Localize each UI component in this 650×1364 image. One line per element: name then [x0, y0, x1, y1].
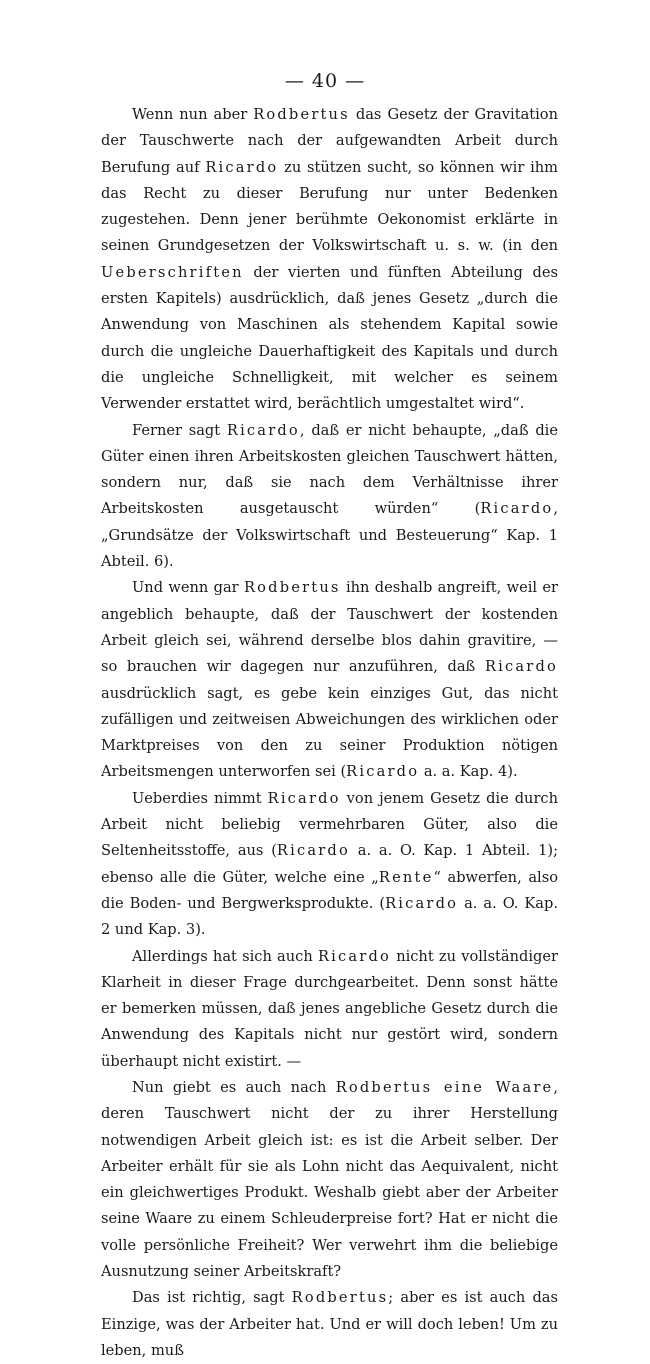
text-run: ; aber es ist auch das Einzige, was der Arbeiter hat. Und er will doch leben! Um zu leben, muß	[101, 1289, 559, 1359]
text-run: Wenn nun aber	[132, 106, 254, 123]
paragraph	[101, 1075, 558, 1285]
text-run: der vierten und fünften Abteilung des ersten Kapitels) ausdrücklich, daß jenes Gesetz „durch die Anwendung von Maschinen als stehendem Kapital sowie durch die ungleiche Dauerhaftigkeit des Kapitals und durch die ungleiche Schnelligkeit, mit welcher es seinem Verwender erstattet wird, berächtlich umgestaltet wird“.	[101, 263, 558, 413]
emphasized-name: Ricardo	[484, 658, 558, 676]
emphasized-name: Ueberschriften	[101, 263, 244, 281]
text-run: , „Grundsätze der Volkswirtschaft und Besteuerung“ Kap. 1 Abteil. 6).	[101, 500, 558, 571]
text-run: das Gesetz der Gravitation der Tauschwerte nach der aufgewandten Arbeit durch Berufung auf	[101, 106, 558, 176]
emphasized-name: Ricardo	[346, 763, 420, 781]
emphasized-name: Ricardo	[276, 842, 350, 860]
text-run: Das ist richtig, sagt	[132, 1289, 292, 1307]
text-run: a. a. Kap. 4).	[419, 763, 518, 781]
emphasized-name: Ricardo	[317, 947, 391, 965]
text-run: Ferner sagt	[132, 421, 227, 439]
emphasized-name: Rodbertus	[291, 1289, 389, 1307]
text-run: Allerdings hat sich auch	[132, 947, 318, 965]
emphasized-name: Rente	[378, 868, 434, 886]
emphasized-name: Ricardo	[205, 158, 279, 176]
emphasized-name: Ricardo	[267, 789, 341, 807]
paragraph	[101, 102, 558, 418]
paragraph	[101, 575, 558, 785]
paragraph	[101, 418, 558, 576]
emphasized-name: Rodbertus	[253, 106, 350, 123]
text-run: nicht zu vollständiger Klarheit in dieser Frage durchgearbeitet. Denn sonst hätte er bemerken müssen, daß jenes angebliche Gesetz durch die Anwendung des Kapitals nicht nur gestört wird, sondern überhaupt nicht existirt. —	[101, 947, 558, 1070]
text-run: , daß er nicht behaupte, „daß die Güter einen ihren Arbeitskosten gleichen Tauschwert hätten, sondern nur, daß sie nach dem Verhältnisse ihrer Arbeitskosten ausgetauscht würden“ (	[101, 421, 558, 518]
text-run: von jenem Gesetz die durch Arbeit nicht beliebig vermehrbaren Güter, also die Seltenheitsstoffe, aus (	[101, 789, 558, 860]
emphasized-name: Rodbertus eine Waare	[335, 1078, 554, 1096]
text-run: Und wenn gar	[132, 579, 244, 597]
emphasized-name: Ricardo	[480, 500, 554, 518]
body-text	[101, 102, 558, 1364]
paragraph	[101, 1285, 558, 1364]
text-run: Ueberdies nimmt	[132, 789, 268, 807]
text-run: zu stützen sucht, so können wir ihm das Recht zu dieser Berufung nur unter Bedenken zugestehen. Denn jener berühmte Oekonomist erklärte in seinen Grundgesetzen der Volkswirtschaft u. s. w. (in den	[101, 158, 558, 255]
paragraph	[101, 944, 558, 1075]
text-run: , deren Tauschwert nicht der zu ihrer Herstellung notwendigen Arbeit gleich ist: es ist die Arbeit selber. Der Arbeiter erhält für sie als Lohn nicht das Aequivalent, nicht ein gleichwertiges Produkt. Weshalb giebt aber der Arbeiter seine Waare zu einem Schleuderpreise fort? Hat er nicht die volle persönliche Freiheit? Wer verwehrt ihm die beliebige Ausnutzung seiner Arbeitskraft?	[101, 1078, 558, 1281]
text-run: Nun giebt es auch nach	[132, 1078, 336, 1096]
text-run: “ abwerfen, also die Boden- und Bergwerksprodukte. (	[101, 868, 558, 912]
emphasized-name: Ricardo	[226, 421, 300, 439]
text-run: a. a. O. Kap. 2 und Kap. 3).	[101, 894, 558, 939]
text-run: ihn deshalb angreift, weil er angeblich behaupte, daß der Tauschwert der kostenden Arbeit gleich sei, während derselbe blos dahin gravitire, — so brauchen wir dagegen nur anzuführen, daß	[101, 579, 558, 676]
paragraph	[101, 786, 558, 944]
emphasized-name: Ricardo	[385, 894, 459, 912]
text-run: a. a. O. Kap. 1 Abteil. 1); ebenso alle die Güter, welche eine „	[101, 842, 558, 886]
page-number: — 40 —	[284, 70, 366, 92]
text-run: ausdrücklich sagt, es gebe kein einziges Gut, das nicht zufälligen und zeitweisen Abweichungen des wirklichen oder Marktpreises von den zu seiner Produktion nötigen Arbeitsmengen unterworfen sei (	[101, 684, 558, 781]
emphasized-name: Rodbertus	[243, 579, 341, 597]
